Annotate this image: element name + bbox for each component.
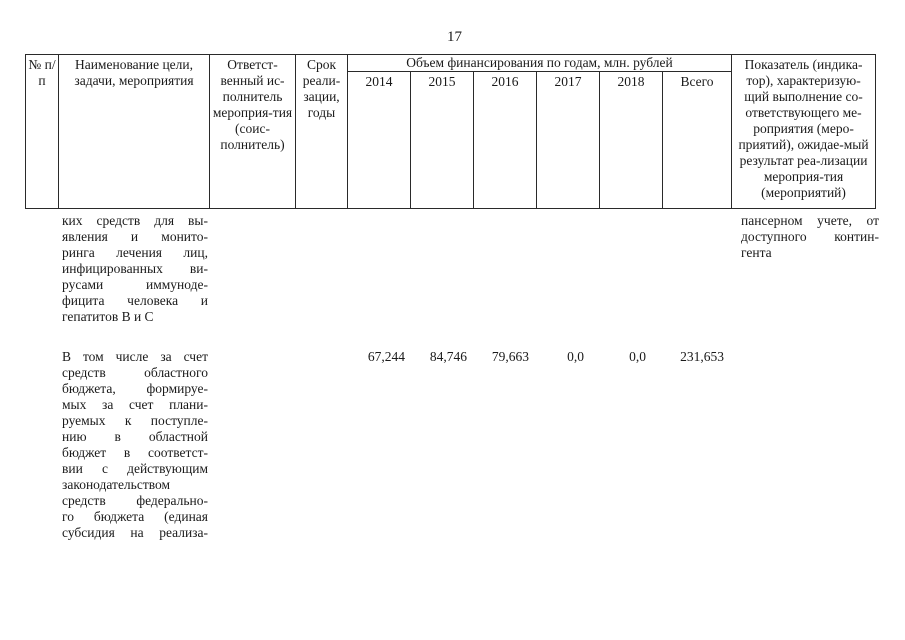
row2-name-line: го бюджета (единая xyxy=(62,509,208,524)
header-year-2014: 2014 xyxy=(348,72,411,209)
row2-name-line: средств областного xyxy=(62,365,208,380)
row1-name xyxy=(62,213,208,325)
row2-name xyxy=(62,349,208,541)
header-num: № п/п xyxy=(26,55,59,209)
row1-name-line: ких средств для вы- xyxy=(62,213,208,228)
header-funding: Объем финансирования по годам, млн. рублей xyxy=(348,55,732,72)
header-year-2018: 2018 xyxy=(600,72,663,209)
value-2014: 67,244 xyxy=(367,349,405,364)
row1-indicator xyxy=(741,213,879,261)
header-term: Срок реали-зации, годы xyxy=(296,55,348,209)
header-executor: Ответст-венный ис-полнитель мероприя-тия (соис-полнитель) xyxy=(210,55,296,209)
row1-indicator-line: гента xyxy=(741,245,772,260)
header-year-2017: 2017 xyxy=(537,72,600,209)
row1-name-line: фицита человека и xyxy=(62,293,208,308)
table-header xyxy=(25,54,876,209)
value-2016: 79,663 xyxy=(491,349,529,364)
row1-indicator-line: доступного контин- xyxy=(741,229,879,244)
header-year-2015: 2015 xyxy=(411,72,474,209)
row1-name-line: инфицированных ви- xyxy=(62,261,208,276)
row2-name-line: нию в областной xyxy=(62,429,208,444)
value-total: 231,653 xyxy=(680,349,724,364)
row1-indicator-line: пансерном учете, от xyxy=(741,213,879,228)
row2-name-line: бюджета, формируе- xyxy=(62,381,208,396)
row2-name-line: средств федерально- xyxy=(62,493,208,508)
row2-name-line: В том числе за счет xyxy=(62,349,208,364)
row2-name-line: мых за счет плани- xyxy=(62,397,208,412)
row1-name-line: гепатитов В и С xyxy=(62,309,154,324)
header-total: Всего xyxy=(663,72,732,209)
value-2015: 84,746 xyxy=(429,349,467,364)
page-number: 17 xyxy=(447,29,462,45)
row2-name-line: субсидия на реализа- xyxy=(62,525,208,540)
header-name: Наименование цели, задачи, мероприятия xyxy=(59,55,210,209)
row2-name-line: законодательством xyxy=(62,477,171,492)
value-2017: 0,0 xyxy=(567,349,584,364)
row1-name-line: ринга лечения лиц, xyxy=(62,245,208,260)
value-2018: 0,0 xyxy=(629,349,646,364)
row1-name-line: явления и монито- xyxy=(62,229,208,244)
header-year-2016: 2016 xyxy=(474,72,537,209)
row2-name-line: руемых к поступле- xyxy=(62,413,208,428)
row2-name-line: бюджет в соответст- xyxy=(62,445,208,460)
row2-name-line: вии с действующим xyxy=(62,461,208,476)
row1-name-line: русами иммуноде- xyxy=(62,277,208,292)
header-indicator: Показатель (индика-тор), характеризую-щий выполнение со-ответствующего ме-роприятия (меро-приятий), ожидае-мый результат реа-лизации мероприя-тия (мероприятий) xyxy=(732,55,876,209)
